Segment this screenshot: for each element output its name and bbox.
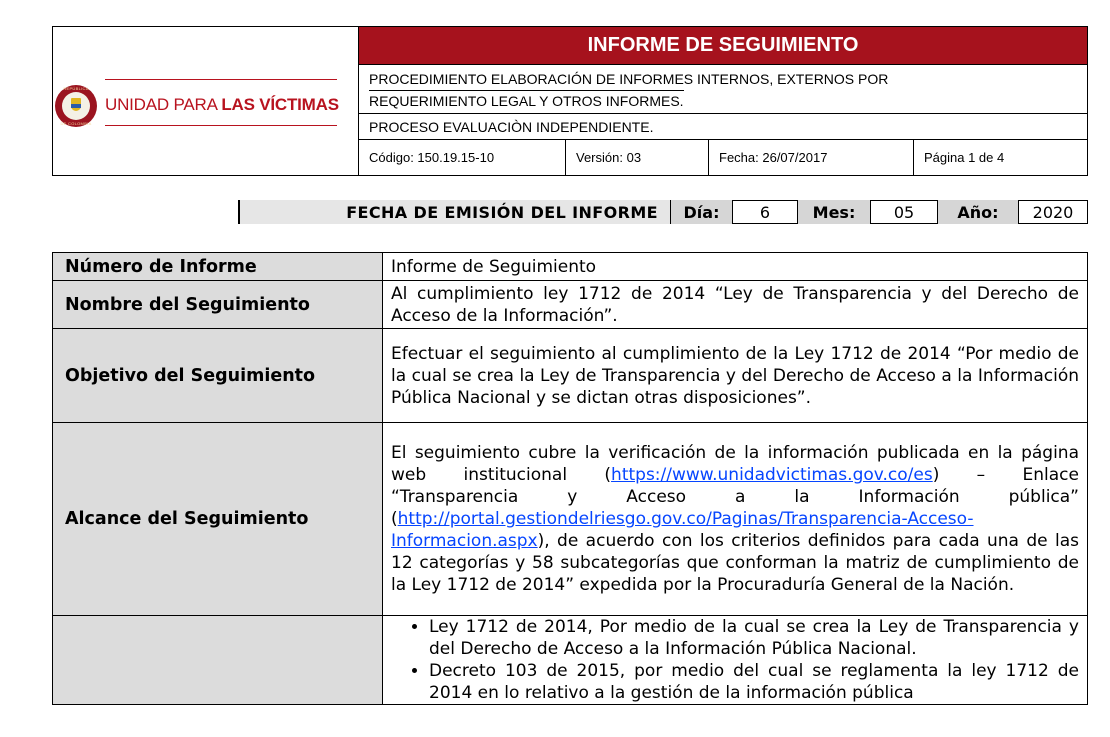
- document-title: INFORME DE SEGUIMIENTO: [359, 27, 1087, 65]
- procedimiento: [359, 65, 1087, 114]
- objetivo-value: Efectuar el seguimiento al cumplimiento de la Ley 1712 de 2014 “Por medio de la cual se crea la Ley de Transparencia y del Derecho de Acceso a la Información Pública Nacional y se dictan otras disposiciones”.: [383, 329, 1088, 423]
- emission-date-row: [238, 200, 1088, 224]
- table-row: [53, 616, 1088, 705]
- seal-text-bottom: DE COLOMBIA: [60, 121, 92, 126]
- proceso: PROCESO EVALUACIÒN INDEPENDIENTE.: [359, 114, 1087, 140]
- table-row: [53, 423, 1088, 616]
- nombre-label: Nombre del Seguimiento: [53, 281, 383, 329]
- procedimiento-line-2: REQUERIMIENTO LEGAL Y OTROS INFORMES.: [369, 90, 684, 112]
- numero-value: Informe de Seguimiento: [383, 253, 1088, 281]
- day-label: Día:: [670, 200, 732, 224]
- shield-icon: [71, 98, 81, 111]
- document-header: [52, 26, 1088, 176]
- logo-cell: [53, 27, 359, 175]
- day-value: 6: [732, 200, 798, 224]
- criterios-list: [391, 616, 1079, 704]
- table-row: [53, 281, 1088, 329]
- procedimiento-line-1: PROCEDIMIENTO ELABORACIÓN DE INFORMES INTERNOS, EXTERNOS POR: [369, 71, 889, 87]
- document-meta-row: [359, 140, 1087, 175]
- seal-inner: [62, 92, 90, 120]
- criterios-value: [383, 616, 1088, 705]
- codigo: Código: 150.19.15-10: [359, 140, 566, 175]
- organization-logo-text: [105, 95, 339, 115]
- table-row: [53, 329, 1088, 423]
- numero-label: Número de Informe: [53, 253, 383, 281]
- objetivo-label: Objetivo del Seguimiento: [53, 329, 383, 423]
- seal-text-top: REPÚBLICA: [63, 86, 89, 91]
- month-value: 05: [870, 200, 938, 224]
- criterios-label: [53, 616, 383, 705]
- version: Versión: 03: [566, 140, 709, 175]
- unidadvictimas-link[interactable]: https://www.unidadvictimas.gov.co/es: [611, 465, 933, 485]
- logo-text-bold: LAS VÍCTIMAS: [221, 95, 339, 114]
- logo-divider-bottom: [105, 125, 337, 126]
- header-info: [359, 27, 1087, 175]
- month-label: Mes:: [798, 200, 870, 224]
- year-label: Año:: [938, 200, 1018, 224]
- nombre-value: Al cumplimiento ley 1712 de 2014 “Ley de Transparencia y del Derecho de Acceso de la Información”.: [383, 281, 1088, 329]
- table-row: [53, 253, 1088, 281]
- gestiondelriesgo-link[interactable]: http://portal.gestiondelriesgo.gov.co/Paginas/Transparencia-Acceso-Informacion.aspx: [391, 509, 974, 551]
- list-item: • Decreto 103 de 2015, por medio del cual se reglamenta la ley 1712 de 2014 en lo relativo a la gestión de la información pública: [429, 660, 1079, 704]
- year-value: 2020: [1018, 200, 1088, 224]
- alcance-value: [383, 423, 1088, 616]
- alcance-text-2: ) – Enlace “Transparencia y Acceso a la Información pública” (: [391, 465, 1079, 529]
- colombia-seal-icon: [55, 85, 97, 127]
- logo-text-regular: UNIDAD PARA: [105, 95, 222, 114]
- alcance-label: Alcance del Seguimiento: [53, 423, 383, 616]
- alcance-text-3: ), de acuerdo con los criterios definidos para cada una de las 12 categorías y 58 subcategorías que conforman la matriz de cumplimiento de la Ley 1712 de 2014” expedida por la Procuraduría General de la Nación.: [391, 531, 1079, 595]
- logo-divider-top: [105, 79, 337, 80]
- emission-date-label: FECHA DE EMISIÓN DEL INFORME: [238, 200, 670, 224]
- fecha: Fecha: 26/07/2017: [709, 140, 914, 175]
- report-info-table: [52, 252, 1088, 705]
- list-item: • Ley 1712 de 2014, Por medio de la cual se crea la Ley de Transparencia y del Derecho de Acceso a la Información Pública Nacional.: [429, 616, 1079, 660]
- pagina: Página 1 de 4: [924, 150, 1005, 165]
- alcance-text-1: El seguimiento cubre la verificación de la información publicada en la página web institucional (: [391, 443, 1079, 485]
